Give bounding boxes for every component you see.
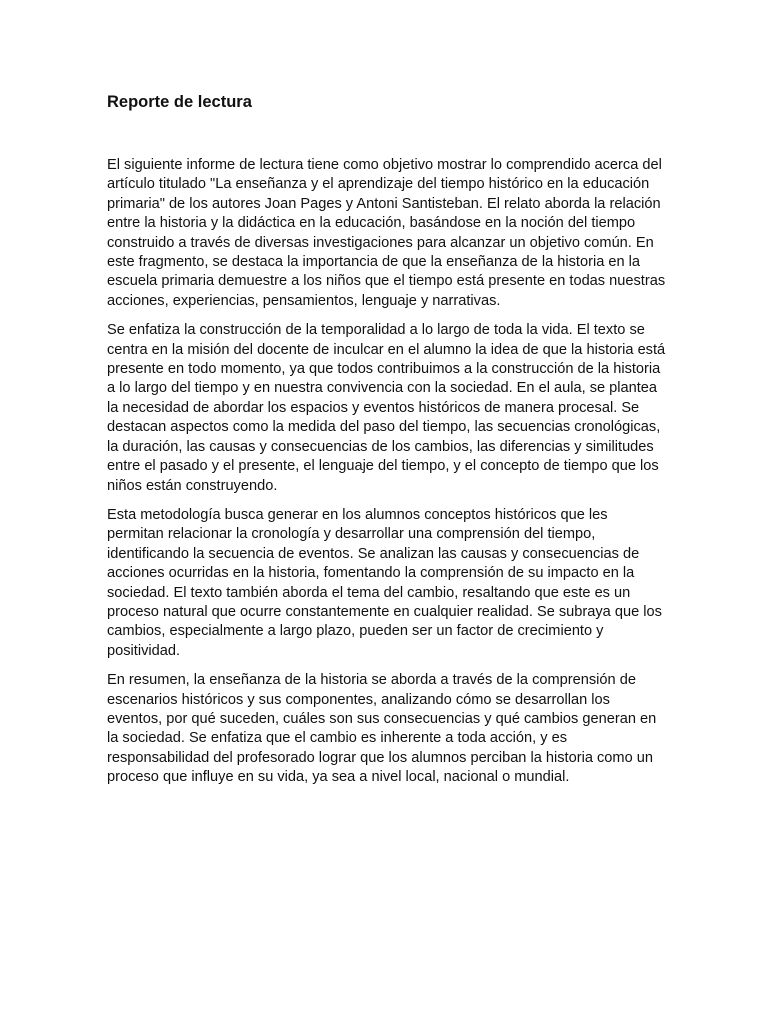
paragraph-3: Esta metodología busca generar en los alumnos conceptos históricos que les permitan relacionar la cronología y desarrollar una comprensión del tiempo, identificando la secuencia de eventos. Se analizan las causas y consecuencias de acciones ocurridas en la historia, fomentando la comprensión de su impacto en la sociedad. El texto también aborda el tema del cambio, resaltando que este es un proceso natural que ocurre constantemente en cualquier realidad. Se subraya que los cambios, especialmente a largo plazo, pueden ser un factor de crecimiento y positividad.	[107, 506, 662, 659]
document-body	[107, 156, 667, 788]
paragraph-1: El siguiente informe de lectura tiene como objetivo mostrar lo comprendido acerca del artículo titulado "La enseñanza y el aprendizaje del tiempo histórico en la educación primaria" de los autores Joan Pages y Antoni Santisteban. El relato aborda la relación entre la historia y la didáctica en la educación, basándose en la noción del tiempo construido a través de diversas investigaciones para alcanzar un objetivo común. En este fragmento, se destaca la importancia de que la enseñanza de la historia en la escuela primaria demuestre a los niños que el tiempo está presente en todas nuestras acciones, experiencias, pensamientos, lenguaje y narrativas.	[107, 157, 666, 309]
document-title: Reporte de lectura	[107, 93, 252, 111]
document-page	[107, 92, 667, 798]
paragraph-2: Se enfatiza la construcción de la temporalidad a lo largo de toda la vida. El texto se centra en la misión del docente de inculcar en el alumno la idea de que la historia está presente en todo momento, ya que todos contribuimos a la construcción de la historia a lo largo del tiempo y en nuestra convivencia con la sociedad. En el aula, se plantea la necesidad de abordar los espacios y eventos históricos de manera procesal. Se destacan aspectos como la medida del paso del tiempo, las secuencias cronológicas, la duración, las causas y consecuencias de los cambios, las diferencias y similitudes entre el pasado y el presente, el lenguaje del tiempo, y el concepto de tiempo que los niños están construyendo.	[107, 322, 666, 494]
paragraph-4: En resumen, la enseñanza de la historia se aborda a través de la comprensión de escenarios históricos y sus componentes, analizando cómo se desarrollan los eventos, por qué suceden, cuáles son sus consecuencias y qué cambios generan en la sociedad. Se enfatiza que el cambio es inherente a toda acción, y es responsabilidad del profesorado lograr que los alumnos perciban la historia como un proceso que influye en su vida, ya sea a nivel local, nacional o mundial.	[107, 672, 657, 786]
